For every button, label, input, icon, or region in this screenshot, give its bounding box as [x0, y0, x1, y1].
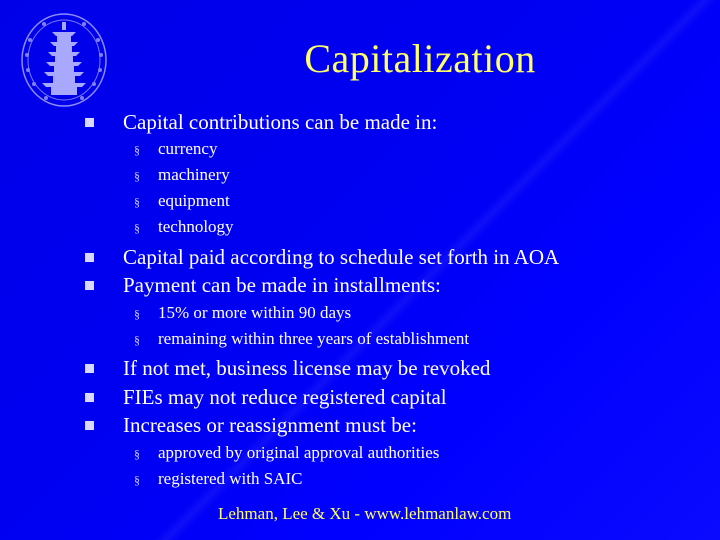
section-bullet-icon: § [134, 447, 140, 461]
section-bullet-icon: § [134, 473, 140, 487]
square-bullet-icon [85, 421, 94, 430]
square-bullet-icon [85, 364, 94, 373]
section-bullet-icon: § [134, 143, 140, 157]
slide-title: Capitalization [304, 36, 536, 81]
section-bullet-icon: § [134, 195, 140, 209]
square-bullet-icon [85, 118, 94, 127]
square-bullet-icon [85, 393, 94, 402]
square-bullet-icon [85, 281, 94, 290]
slide-content: Capital contributions can be made in: § currency § machinery § equipment § technology Capital paid according to schedule set forth in AOA Payment can be made in installments: § 15% or more within 90 days § remaining within three years of establishment If not met, business license may be revoked FIEs may not reduce registered capital Increases or reassignment must be: § approved by original approval authorities § registered with SAIC [0, 0, 720, 540]
footer-credit: Lehman, Lee & Xu - www.lehmanlaw.com [218, 504, 512, 523]
section-bullet-icon: § [134, 307, 140, 321]
square-bullet-icon [85, 253, 94, 262]
section-bullet-icon: § [134, 221, 140, 235]
section-bullet-icon: § [134, 169, 140, 183]
section-bullet-icon: § [134, 333, 140, 347]
